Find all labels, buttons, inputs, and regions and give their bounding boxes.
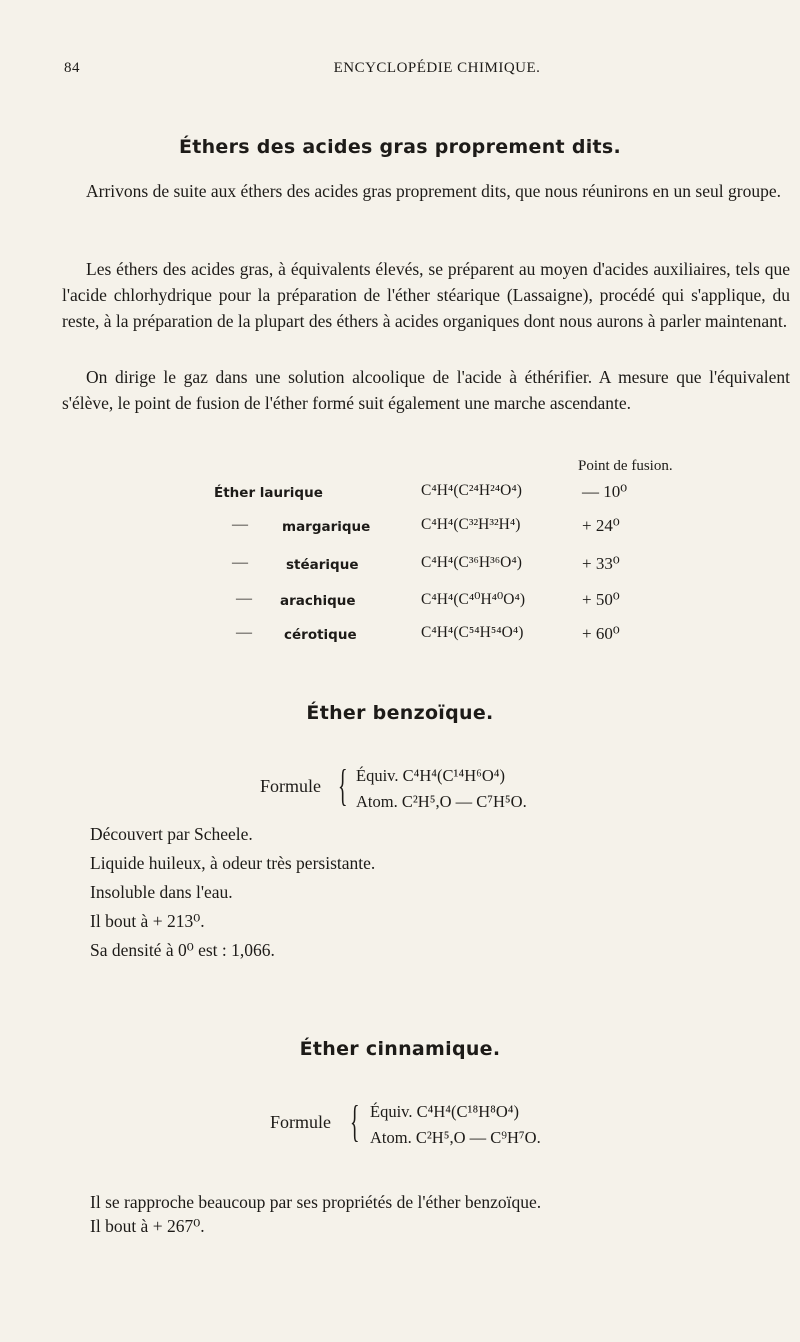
property-line: Sa densité à 0⁰ est : 1,066. [90, 940, 275, 960]
ether-formula: C⁴H⁴(C³⁶H³⁶O⁴) [421, 554, 522, 571]
property-line: Il bout à + 213⁰. [90, 911, 205, 931]
ether-formula: C⁴H⁴(C⁴⁰H⁴⁰O⁴) [421, 591, 526, 608]
ditto-dash: — [232, 516, 248, 533]
formula-block-benzoique [0, 762, 800, 822]
fusion-point: + 33⁰ [582, 554, 620, 573]
ether-row-cerotique [0, 624, 800, 652]
fusion-point: — 10⁰ [582, 482, 628, 501]
ether-row-stearique [0, 554, 800, 582]
ether-name: margarique [282, 519, 371, 535]
ether-formula: C⁴H⁴(C²⁴H²⁴O⁴) [421, 482, 522, 499]
page-number: 84 [64, 60, 80, 76]
formula-atom: Atom. C²H⁵,O — C⁷H⁵O. [356, 792, 527, 811]
section-title-benzoique: Éther benzoïque. [306, 702, 494, 724]
ether-row-arachique [0, 590, 800, 618]
property-line: Il bout à + 267⁰. [90, 1216, 205, 1236]
paragraph-preparation [62, 256, 790, 334]
ether-row-margarique [0, 516, 800, 544]
section-title-ethers-gras: Éthers des acides gras proprement dits. [178, 136, 622, 158]
formula-block-cinnamique [0, 1096, 800, 1156]
paragraph-intro [62, 178, 790, 204]
ether-formula: C⁴H⁴(C⁵⁴H⁵⁴O⁴) [421, 624, 524, 641]
ditto-dash: — [232, 554, 248, 571]
formula-label: Formule [260, 776, 321, 796]
ether-row-laurique [0, 482, 800, 510]
column-header-fusion: Point de fusion. [578, 458, 673, 474]
paragraph-text: Les éthers des acides gras, à équivalents élevés, se préparent au moyen d'acides auxiliaires, tels que l'acide chlorhydrique pour la préparation de l'éther stéarique (Lassaigne), procédé qui s'applique, du reste, à la préparation de la plupart des éthers à acides organiques dont nous aurons à parler maintenant. [62, 259, 790, 331]
brace-icon: { [350, 1097, 360, 1146]
paragraph-text: On dirige le gaz dans une solution alcoolique de l'acide à éthérifier. A mesure que l'équivalent s'élève, le point de fusion de l'éther formé suit également une marche ascendante. [62, 367, 790, 413]
ether-name: Éther laurique [214, 485, 323, 501]
ether-name: arachique [280, 593, 356, 609]
formula-atom: Atom. C²H⁵,O — C⁹H⁷O. [370, 1128, 541, 1147]
formula-label: Formule [270, 1112, 331, 1132]
ether-formula: C⁴H⁴(C³²H³²H⁴) [421, 516, 521, 533]
property-line: Découvert par Scheele. [90, 824, 253, 844]
fusion-point: + 60⁰ [582, 624, 620, 643]
ether-name: cérotique [284, 627, 357, 643]
paragraph-fusion [62, 364, 790, 416]
property-line: Insoluble dans l'eau. [90, 882, 233, 902]
paragraph-text: Arrivons de suite aux éthers des acides gras proprement dits, que nous réunirons en un seul groupe. [86, 181, 781, 201]
running-head [64, 60, 770, 82]
fusion-point: + 24⁰ [582, 516, 620, 535]
formula-equiv: Équiv. C⁴H⁴(C¹⁸H⁸O⁴) [370, 1102, 520, 1121]
fusion-point: + 50⁰ [582, 590, 620, 609]
ether-name: stéarique [286, 557, 359, 573]
section-title-cinnamique: Éther cinnamique. [299, 1038, 501, 1060]
ditto-dash: — [236, 624, 252, 641]
formula-equiv: Équiv. C⁴H⁴(C¹⁴H⁶O⁴) [356, 766, 506, 785]
ditto-dash: — [236, 590, 252, 607]
brace-icon: { [338, 761, 348, 810]
property-line: Il se rapproche beaucoup par ses propriétés de l'éther benzoïque. [90, 1192, 542, 1212]
property-line: Liquide huileux, à odeur très persistante. [90, 853, 376, 873]
running-title: ENCYCLOPÉDIE CHIMIQUE. [333, 60, 541, 76]
